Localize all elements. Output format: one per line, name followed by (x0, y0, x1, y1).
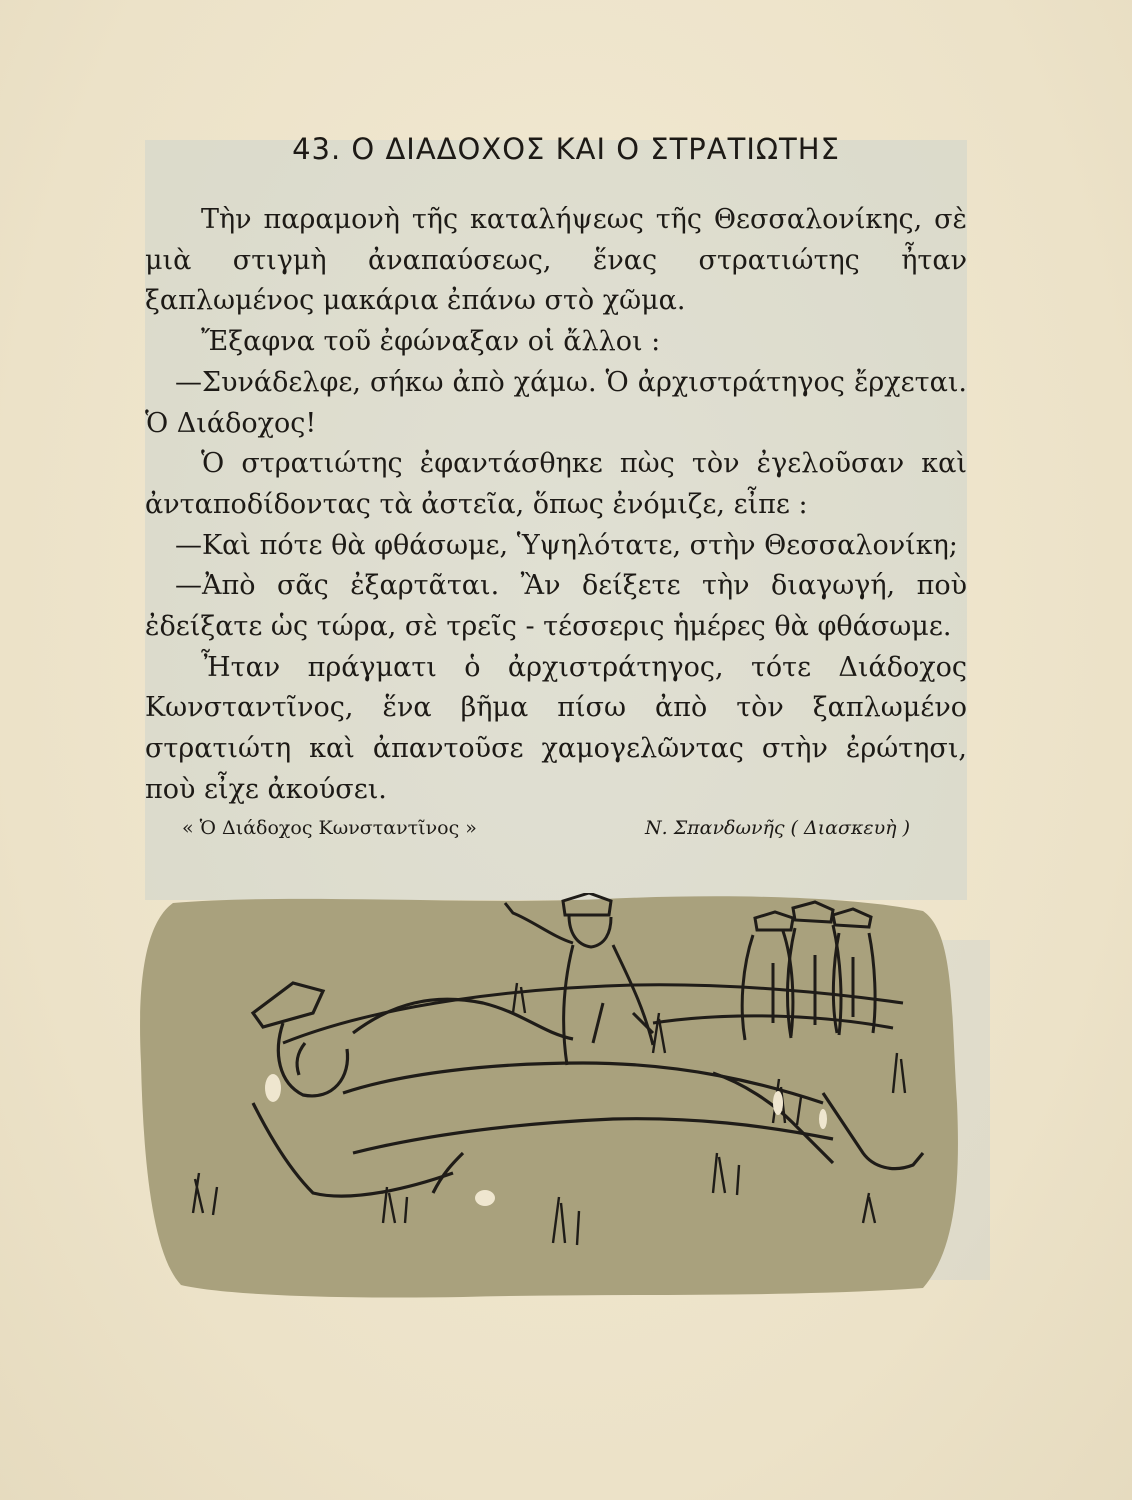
paragraph-1: Τὴν παραμονὴ τῆς καταλήψεως τῆς Θεσσαλονίκης, σὲ μιὰ στιγμὴ ἀναπαύσεως, ἕνας στρατιώτης ἦταν ξαπλωμένος μακάρια ἐπάνω στὸ χῶμα. (145, 204, 967, 317)
paragraph-3: Ὁ στρατιώτης ἐφαντάσθηκε πὼς τὸν ἐγελοῦσαν καὶ ἀνταποδίδοντας τὰ ἀστεῖα, ὅπως ἐνόμιζε, εἶπε : (145, 448, 967, 520)
paragraph-4: Ἦταν πράγματι ὁ ἀρχιστράτηγος, τότε Διάδοχος Κωνσταντῖνος, ἕνα βῆμα πίσω ἀπὸ τὸν ξαπλωμένο στρατιώτη καὶ ἀπαντοῦσε χαμογελῶντας στὴν ἐρώτησι, ποὺ εἶχε ἀκούσει. (145, 651, 967, 805)
dialog-line-3: —Ἀπὸ σᾶς ἐξαρτᾶται. Ἂν δείξετε τὴν διαγωγή, ποὺ ἐδείξατε ὡς τώρα, σὲ τρεῖς - τέσσερις ἡμέρες θὰ φθάσωμε. (145, 570, 967, 643)
story-text (145, 200, 967, 811)
soldier-illustration (133, 893, 963, 1300)
paragraph-2: Ἔξαφνα τοῦ ἐφώναξαν οἱ ἄλλοι : (201, 326, 661, 358)
source-book: « Ὁ Διάδοχος Κωνσταντῖνος » (182, 817, 477, 839)
source-author: Ν. Σπανδωνῆς ( Διασκευὴ ) (645, 817, 911, 839)
dialog-line-1: —Συνάδελφε, σήκω ἀπὸ χάμω. Ὁ ἀρχιστράτηγος ἔρχεται. Ὁ Διάδοχος! (145, 366, 967, 439)
chapter-title: 43. Ο ΔΙΑΔΟΧΟΣ ΚΑΙ Ο ΣΤΡΑΤΙΩΤΗΣ (292, 132, 840, 166)
dialog-line-2: —Καὶ πότε θὰ φθάσωμε, Ὑψηλότατε, στὴν Θεσσαλονίκη; (175, 529, 958, 561)
source-citation (0, 817, 1132, 847)
